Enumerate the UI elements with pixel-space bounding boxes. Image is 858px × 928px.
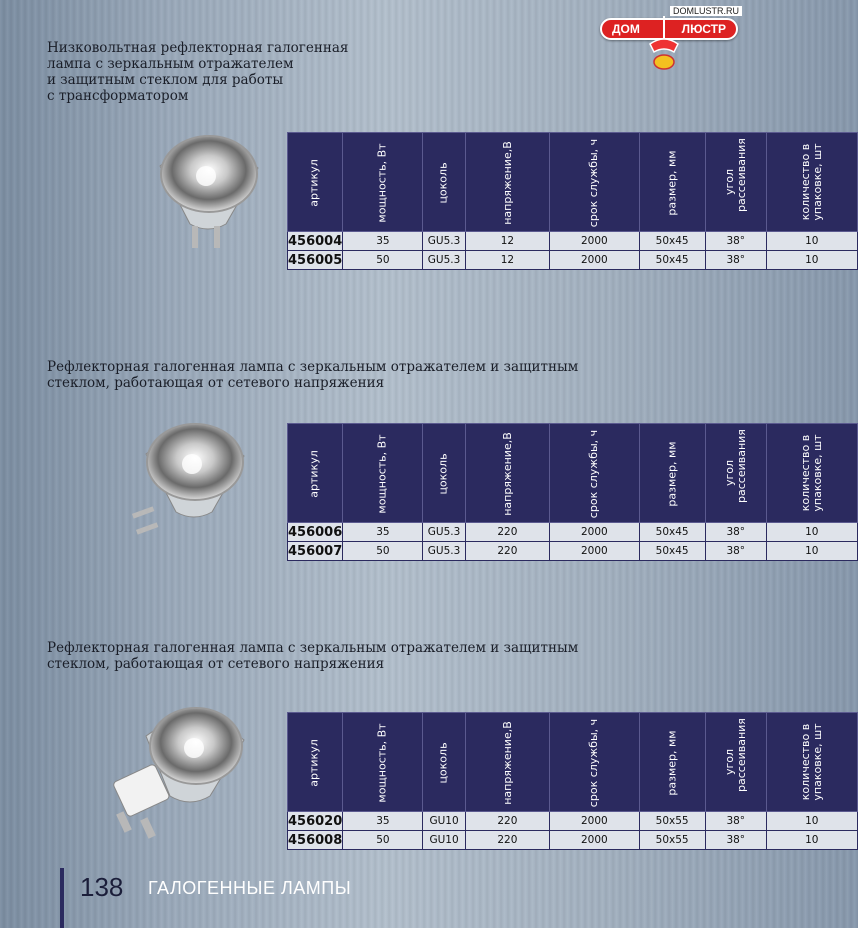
header-voltage: напряжение,В <box>465 424 550 523</box>
cell-voltage: 12 <box>465 251 550 270</box>
brand-url: DOMLUSTR.RU <box>670 6 742 16</box>
section-2-description <box>47 359 578 391</box>
cell-size: 50x45 <box>639 523 705 542</box>
brand-logo <box>596 4 748 74</box>
cell-socket: GU5.3 <box>423 251 465 270</box>
cell-angle: 38° <box>705 232 766 251</box>
description-line: Низковольтная рефлекторная галогенная <box>47 40 349 56</box>
header-size: размер, мм <box>639 713 705 812</box>
cell-socket: GU10 <box>423 812 465 831</box>
cell-socket: GU5.3 <box>423 523 465 542</box>
description-line: и защитным стеклом для работы <box>47 72 284 88</box>
header-lifetime: срок службы, ч <box>550 713 639 812</box>
header-voltage: напряжение,В <box>465 133 550 232</box>
description-line: с трансформатором <box>47 88 189 104</box>
cell-article: 456004 <box>288 233 343 249</box>
description-line: стеклом, работающая от сетевого напряжения <box>47 375 385 391</box>
page-number: 138 <box>80 872 124 902</box>
cell-quantity: 10 <box>766 251 857 270</box>
cell-angle: 38° <box>705 812 766 831</box>
cell-angle: 38° <box>705 523 766 542</box>
cell-article: 456006 <box>288 524 343 540</box>
cell-article: 456020 <box>288 813 343 829</box>
cell-power: 35 <box>343 232 423 251</box>
brand-name-right: ЛЮСТР <box>681 22 726 36</box>
table-row <box>288 812 858 831</box>
spec-table-1 <box>287 132 858 270</box>
section-3-description <box>47 640 578 672</box>
cell-power: 50 <box>343 831 423 850</box>
cell-article: 456007 <box>288 543 343 559</box>
brand-name-left: ДОМ <box>612 22 640 36</box>
cell-lifetime: 2000 <box>550 542 639 561</box>
cell-lifetime: 2000 <box>550 831 639 850</box>
section-1-description <box>47 40 348 104</box>
cell-angle: 38° <box>705 831 766 850</box>
header-quantity: количество в упаковке, шт <box>766 133 857 232</box>
description-line: Рефлекторная галогенная лампа с зеркальным отражателем и защитным <box>47 640 579 656</box>
header-article: артикул <box>288 133 343 232</box>
table-row <box>288 542 858 561</box>
cell-angle: 38° <box>705 542 766 561</box>
header-size: размер, мм <box>639 133 705 232</box>
cell-lifetime: 2000 <box>550 812 639 831</box>
header-lifetime: срок службы, ч <box>550 133 639 232</box>
mr16-bulb-image <box>140 126 270 256</box>
table-row <box>288 831 858 850</box>
cell-lifetime: 2000 <box>550 232 639 251</box>
cell-quantity: 10 <box>766 831 857 850</box>
cell-article: 456005 <box>288 252 343 268</box>
cell-voltage: 12 <box>465 232 550 251</box>
cell-quantity: 10 <box>766 523 857 542</box>
description-line: Рефлекторная галогенная лампа с зеркальным отражателем и защитным <box>47 359 579 375</box>
header-lifetime: срок службы, ч <box>550 424 639 523</box>
cell-size: 50x55 <box>639 812 705 831</box>
header-article: артикул <box>288 713 343 812</box>
cell-voltage: 220 <box>465 812 550 831</box>
header-power: мощность, Вт <box>343 424 423 523</box>
description-line: стеклом, работающая от сетевого напряжения <box>47 656 385 672</box>
header-power: мощность, Вт <box>343 133 423 232</box>
header-socket: цоколь <box>423 713 465 812</box>
cell-socket: GU5.3 <box>423 542 465 561</box>
cell-power: 35 <box>343 523 423 542</box>
cell-size: 50x45 <box>639 251 705 270</box>
mr16-bulb-image <box>126 414 256 544</box>
cell-article: 456008 <box>288 832 343 848</box>
spec-table-3 <box>287 712 858 850</box>
section-title: ГАЛОГЕННЫЕ ЛАМПЫ <box>148 878 352 898</box>
table-row <box>288 523 858 542</box>
header-article: артикул <box>288 424 343 523</box>
cell-socket: GU5.3 <box>423 232 465 251</box>
gu10-bulb-image <box>110 700 250 850</box>
cell-lifetime: 2000 <box>550 523 639 542</box>
cell-power: 50 <box>343 251 423 270</box>
cell-size: 50x45 <box>639 232 705 251</box>
cell-power: 50 <box>343 542 423 561</box>
cell-power: 35 <box>343 812 423 831</box>
cell-quantity: 10 <box>766 232 857 251</box>
header-socket: цоколь <box>423 424 465 523</box>
cell-size: 50x45 <box>639 542 705 561</box>
header-size: размер, мм <box>639 424 705 523</box>
header-socket: цоколь <box>423 133 465 232</box>
cell-socket: GU10 <box>423 831 465 850</box>
cell-voltage: 220 <box>465 542 550 561</box>
header-power: мощность, Вт <box>343 713 423 812</box>
header-voltage: напряжение,В <box>465 713 550 812</box>
header-quantity: количество в упаковке, шт <box>766 424 857 523</box>
footer-rule <box>60 868 64 928</box>
cell-angle: 38° <box>705 251 766 270</box>
cell-lifetime: 2000 <box>550 251 639 270</box>
spec-table-2 <box>287 423 858 561</box>
header-angle: угол рассеивания <box>705 713 766 812</box>
chandelier-icon <box>644 12 684 72</box>
table-row <box>288 251 858 270</box>
cell-size: 50x55 <box>639 831 705 850</box>
cell-quantity: 10 <box>766 812 857 831</box>
header-quantity: количество в упаковке, шт <box>766 713 857 812</box>
cell-voltage: 220 <box>465 831 550 850</box>
table-row <box>288 232 858 251</box>
cell-quantity: 10 <box>766 542 857 561</box>
header-angle: угол рассеивания <box>705 133 766 232</box>
header-angle: угол рассеивания <box>705 424 766 523</box>
cell-voltage: 220 <box>465 523 550 542</box>
description-line: лампа с зеркальным отражателем <box>47 56 294 72</box>
